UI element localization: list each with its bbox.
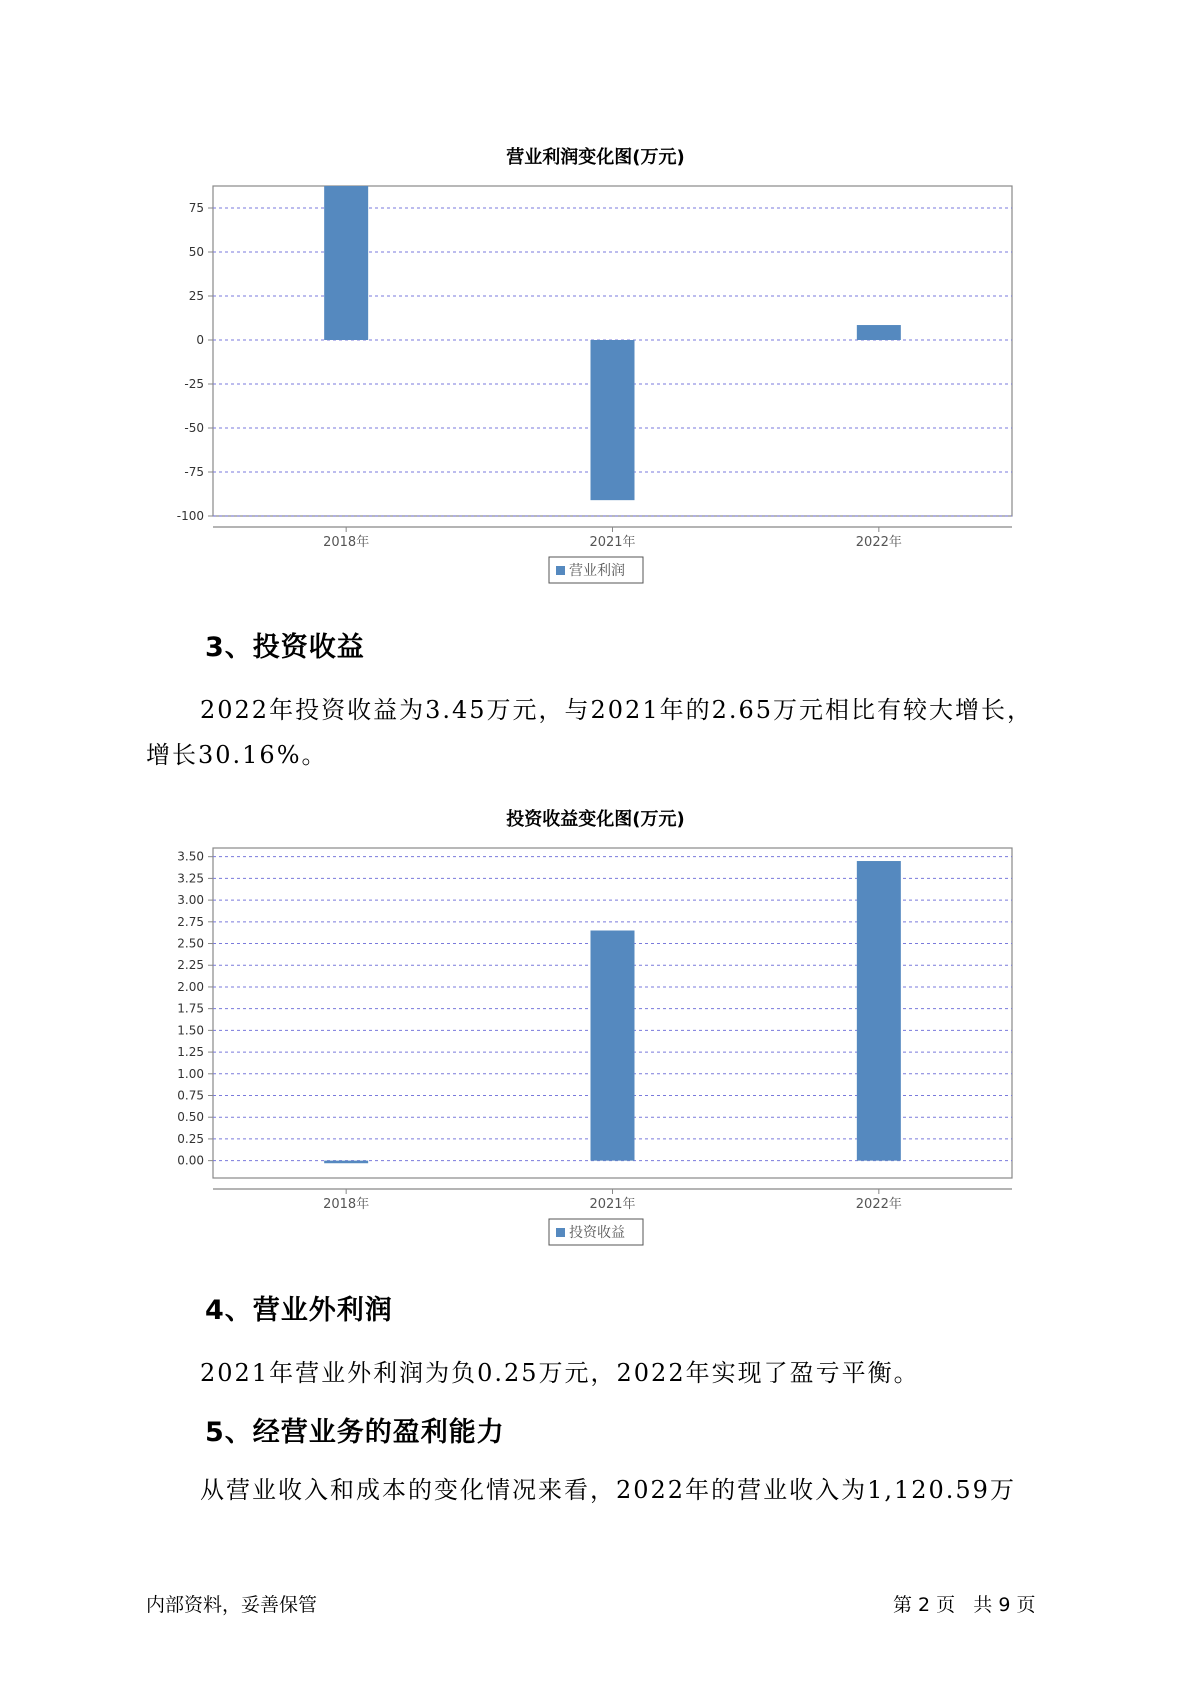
x-tick-label: 2022年 xyxy=(855,535,902,550)
y-tick-label: -100 xyxy=(176,509,204,523)
section-5-heading: 5、经营业务的盈利能力 xyxy=(205,1417,505,1448)
y-tick-label: 2.50 xyxy=(177,936,204,951)
investment-income-chart xyxy=(0,842,1191,1262)
y-tick-label: 0 xyxy=(196,333,204,347)
section-3-heading: 3、投资收益 xyxy=(205,632,365,663)
y-tick-label: 0.50 xyxy=(177,1110,204,1125)
footer-confidential-note: 内部资料，妥善保管 xyxy=(146,1594,318,1616)
y-tick-label: 1.75 xyxy=(177,1001,204,1016)
section-5-paragraph: 从营业收入和成本的变化情况来看，2022年的营业收入为1,120.59万 xyxy=(200,1476,1016,1504)
section-4-paragraph: 2021年营业外利润为负0.25万元，2022年实现了盈亏平衡。 xyxy=(200,1359,920,1387)
y-tick-label: 0.25 xyxy=(177,1131,204,1146)
operating-profit-chart xyxy=(0,180,1191,600)
bar xyxy=(591,931,635,1161)
y-tick-label: 0.00 xyxy=(177,1153,204,1168)
x-tick-label: 2021年 xyxy=(589,535,636,550)
bar xyxy=(857,861,901,1161)
x-tick-label: 2022年 xyxy=(855,1197,902,1212)
legend-label: 营业利润 xyxy=(569,563,625,579)
y-tick-label: 1.00 xyxy=(177,1066,204,1081)
section-3-paragraph-line2: 增长30.16%。 xyxy=(146,741,328,769)
y-tick-label: 1.50 xyxy=(177,1023,204,1038)
bar xyxy=(324,186,368,340)
y-tick-label: 25 xyxy=(188,289,204,303)
x-tick-label: 2018年 xyxy=(323,1197,370,1212)
y-tick-label: 75 xyxy=(188,201,204,215)
legend-swatch xyxy=(556,566,565,575)
y-tick-label: 3.25 xyxy=(177,871,204,886)
y-tick-label: 3.00 xyxy=(177,893,204,908)
legend-swatch xyxy=(556,1228,565,1237)
y-tick-label: 1.25 xyxy=(177,1045,204,1060)
bar xyxy=(324,1161,368,1164)
y-tick-label: 50 xyxy=(188,245,204,259)
y-tick-label: -75 xyxy=(184,465,204,479)
chart2-title: 投资收益变化图(万元) xyxy=(506,809,685,830)
bar xyxy=(591,340,635,500)
section-4-heading: 4、营业外利润 xyxy=(205,1295,393,1326)
y-tick-label: -50 xyxy=(184,421,204,435)
y-tick-label: 0.75 xyxy=(177,1088,204,1103)
y-tick-label: 2.00 xyxy=(177,979,204,994)
y-tick-label: 2.25 xyxy=(177,958,204,973)
x-tick-label: 2018年 xyxy=(323,535,370,550)
bar xyxy=(857,325,901,340)
chart1-title: 营业利润变化图(万元) xyxy=(506,147,685,168)
footer-page-number: 第 2 页 共 9 页 xyxy=(893,1594,1036,1616)
x-tick-label: 2021年 xyxy=(589,1197,636,1212)
y-tick-label: 3.50 xyxy=(177,849,204,864)
legend-label: 投资收益 xyxy=(569,1225,625,1241)
y-tick-label: -25 xyxy=(184,377,204,391)
section-3-paragraph-line1: 2022年投资收益为3.45万元，与2021年的2.65万元相比有较大增长， xyxy=(200,696,1034,724)
y-tick-label: 2.75 xyxy=(177,914,204,929)
